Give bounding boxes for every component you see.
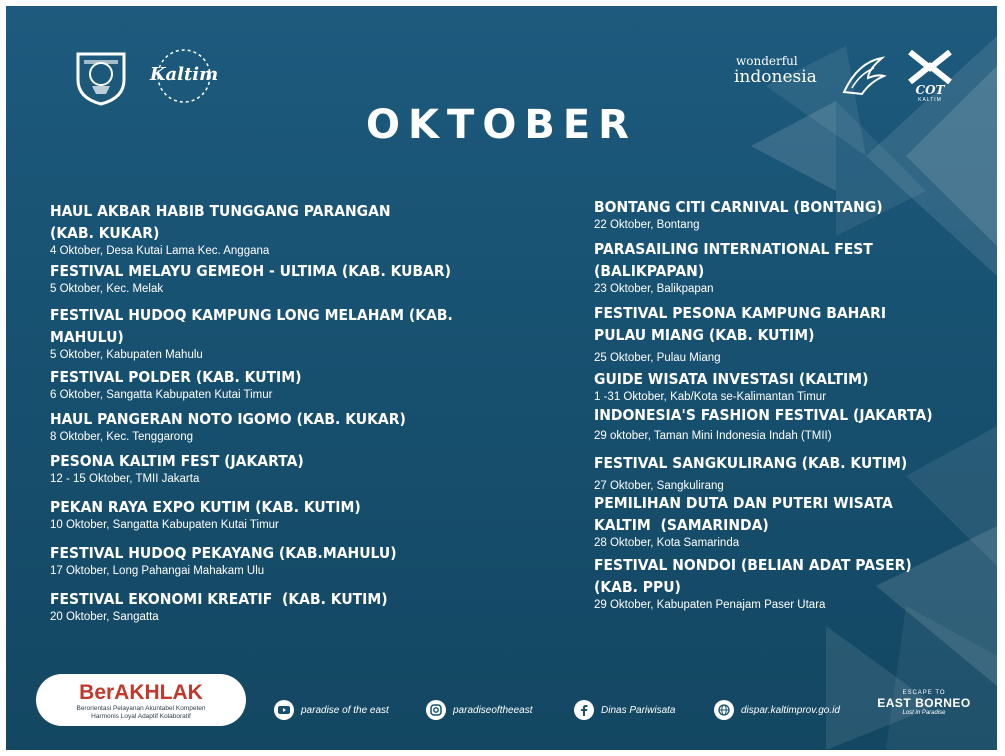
event-item [50,450,520,487]
event-detail: 29 oktober, Taman Mini Indonesia Indah (TMII) [594,430,832,442]
event-item [50,496,520,533]
event-name: PEKAN RAYA EXPO KUTIM (KAB. KUTIM) [50,498,361,516]
event-item [594,238,989,297]
event-detail: 22 Oktober, Bontang [594,219,700,231]
event-name: PARASAILING INTERNATIONAL FEST (BALIKPAPAN) [594,240,873,280]
event-detail: 5 Oktober, Kabupaten Mahulu [50,349,203,361]
wonderful-indonesia-logo [732,52,892,100]
event-name: FESTIVAL MELAYU GEMEOH - ULTIMA (KAB. KUBAR) [50,262,452,280]
event-name: HAUL AKBAR HABIB TUNGGANG PARANGAN (KAB. KUKAR) [50,202,391,242]
event-name: FESTIVAL POLDER (KAB. KUTIM) [50,368,302,386]
event-item [50,542,520,579]
event-detail: 20 Oktober, Sangatta [50,611,159,623]
event-name: FESTIVAL PESONA KAMPUNG BAHARI PULAU MIANG (KAB. KUTIM) [594,304,887,344]
event-item [594,452,989,494]
event-detail: 10 Oktober, Sangatta Kabupaten Kutai Timur [50,519,279,531]
event-name: PESONA KALTIM FEST (JAKARTA) [50,452,304,470]
social-label: Dinas Pariwisata [601,704,676,716]
indonesia-text: indonesia [734,67,817,87]
social-facebook[interactable] [574,700,675,720]
event-detail: 4 Oktober, Desa Kutai Lama Kec. Anggana [50,245,270,257]
event-name: BONTANG CITI CARNIVAL (BONTANG) [594,198,883,216]
berakhlak-title: BerAKHLAK [79,681,203,704]
social-website[interactable] [714,700,840,720]
event-name: HAUL PANGERAN NOTO IGOMO (KAB. KUKAR) [50,410,406,428]
event-detail: 25 Oktober, Pulau Miang [594,352,721,364]
event-item [594,368,989,405]
event-name: FESTIVAL SANGKULIRANG (KAB. KUTIM) [594,454,908,472]
cot-text: COT [915,83,945,97]
event-name: FESTIVAL HUDOQ KAMPUNG LONG MELAHAM (KAB. MAHULU) [50,306,453,346]
event-detail: 12 - 15 Oktober, TMII Jakarta [50,473,200,485]
social-label: paradise of the east [301,704,389,716]
event-item [594,196,989,233]
event-detail: 28 Oktober, Kota Samarinda [594,537,740,549]
event-detail: 8 Oktober, Kec. Tenggarong [50,431,193,443]
kaltim-logo-text: Kaltim [149,64,219,85]
event-item [50,366,520,403]
event-detail: 6 Oktober, Sangatta Kabupaten Kutai Timur [50,389,273,401]
event-item [50,408,520,445]
east-borneo-sub: Lost in Paradise [902,710,946,716]
facebook-icon [574,700,594,720]
cot-sub-text: KALTIM [918,97,942,103]
berakhlak-badge [36,674,246,726]
social-label: dispar.kaltimprov.go.id [741,704,840,716]
event-item [50,260,520,297]
event-item [594,492,989,551]
berakhlak-line2: Harmonis Loyal Adaptif Kolaboratif [91,713,191,720]
wonderful-text: wonderful [736,54,798,68]
event-item [594,554,989,613]
event-name: INDONESIA'S FASHION FESTIVAL (JAKARTA) [594,406,933,424]
event-detail: 23 Oktober, Balikpapan [594,283,714,295]
event-detail: 5 Oktober, Kec. Melak [50,283,164,295]
event-name: GUIDE WISATA INVESTASI (KALTIM) [594,370,869,388]
cot-kaltim-logo [902,50,958,102]
social-instagram[interactable] [426,700,533,720]
garuda-bird-icon [838,52,888,98]
event-item [594,404,989,444]
east-borneo-logo [874,690,974,716]
event-item [594,302,989,366]
poster [6,6,997,750]
instagram-icon [426,700,446,720]
event-name: FESTIVAL NONDOI (BELIAN ADAT PASER) (KAB. PPU) [594,556,912,596]
youtube-icon [274,700,294,720]
event-name: PEMILIHAN DUTA DAN PUTERI WISATA KALTIM (SAMARINDA) [594,494,893,534]
east-borneo-main: EAST BORNEO [877,696,971,710]
east-borneo-top: ESCAPE TO [902,690,946,696]
social-youtube[interactable] [274,700,389,720]
event-detail: 17 Oktober, Long Pahangai Mahakam Ulu [50,565,265,577]
berakhlak-line1: Berorientasi Pelayanan Akuntabel Kompeten [76,705,206,712]
event-detail: 27 Oktober, Sangkulirang [594,480,724,492]
social-label: paradiseoftheeast [453,704,533,716]
event-item [50,200,520,259]
page-title: OKTOBER [366,102,637,148]
event-detail: 29 Oktober, Kabupaten Penajam Paser Utara [594,599,826,611]
cot-emblem-icon [902,50,958,84]
event-detail: 1 -31 Oktober, Kab/Kota se-Kalimantan Timur [594,391,827,403]
event-name: FESTIVAL EKONOMI KREATIF (KAB. KUTIM) [50,590,388,608]
event-name: FESTIVAL HUDOQ PEKAYANG (KAB.MAHULU) [50,544,397,562]
event-item [50,304,520,363]
globe-icon [714,700,734,720]
kaltim-logo [144,46,224,106]
government-seal-icon [70,46,132,108]
event-item [50,588,520,625]
